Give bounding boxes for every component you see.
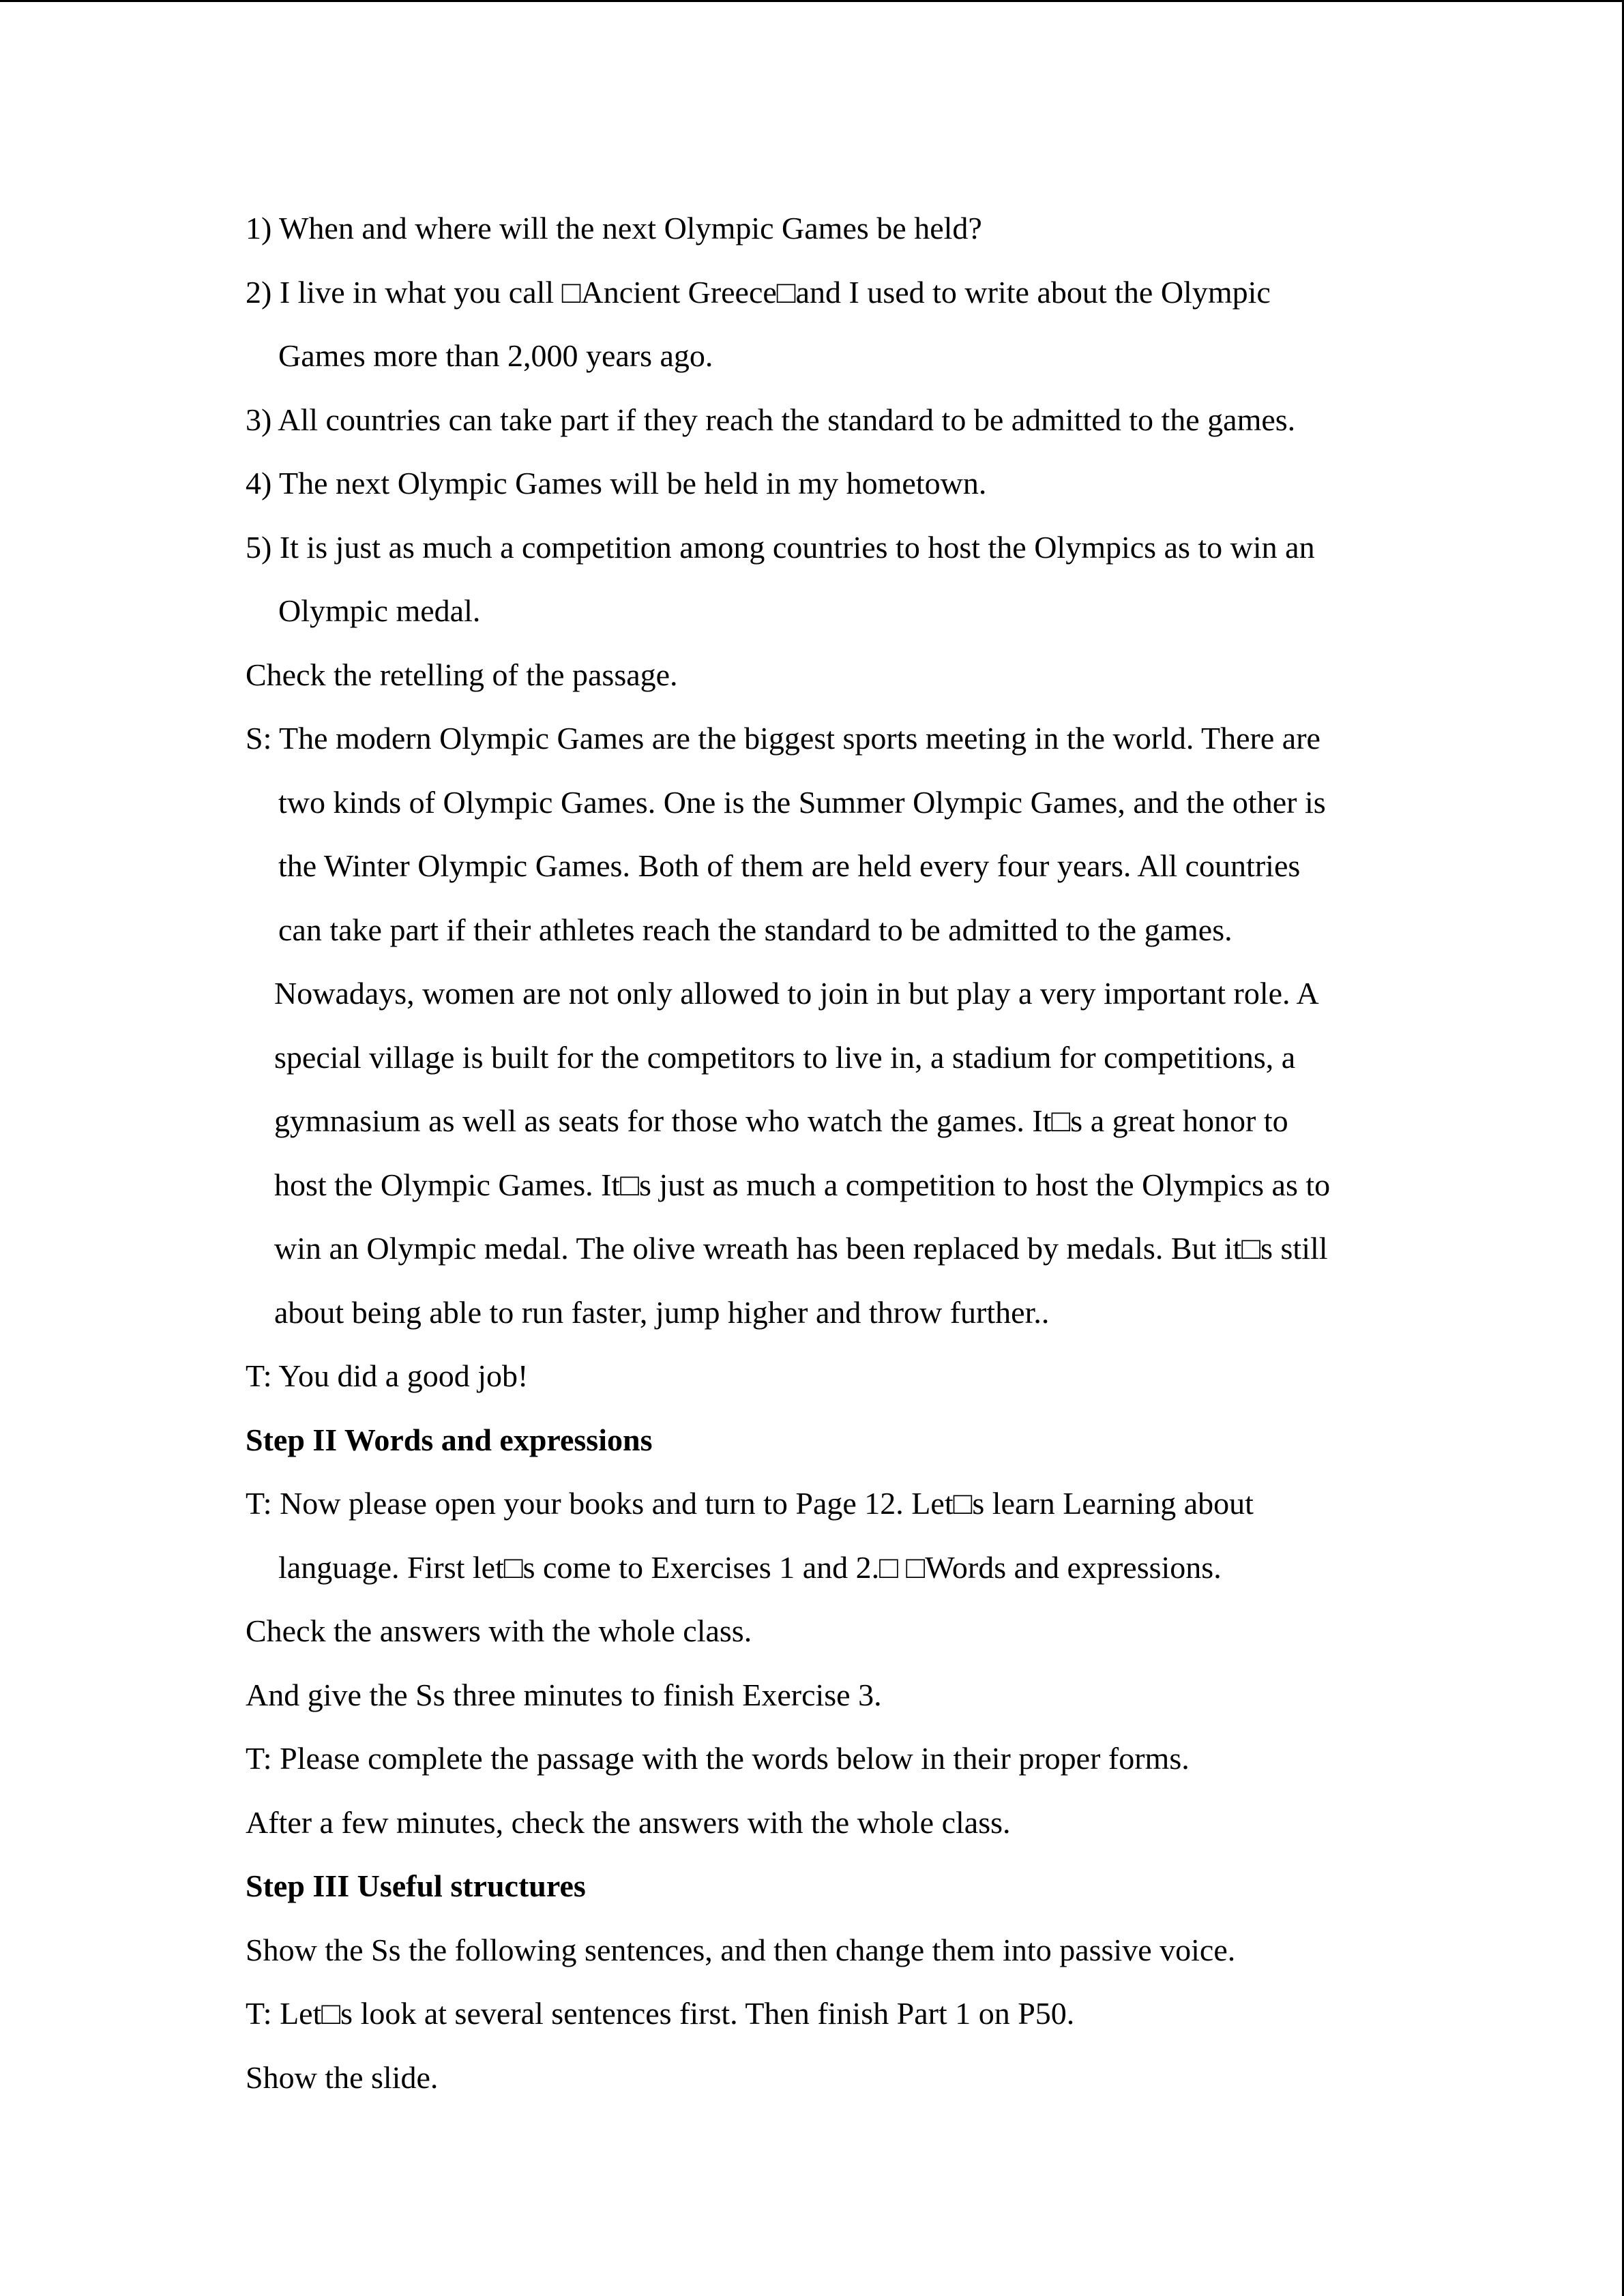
student-retelling-line-10: about being able to run faster, jump higher and throw further.. xyxy=(274,1294,1050,1330)
question-2: 2) I live in what you call □Ancient Greece□and I used to write about the Olympic xyxy=(246,274,1271,310)
student-retelling-line-3: the Winter Olympic Games. Both of them are held every four years. All countries xyxy=(278,848,1301,883)
teacher-complete-passage: T: Please complete the passage with the words below in their proper forms. xyxy=(246,1741,1190,1776)
student-retelling-line-1: S: The modern Olympic Games are the biggest sports meeting in the world. There are xyxy=(246,721,1320,756)
question-2-continued: Games more than 2,000 years ago. xyxy=(278,338,713,373)
question-5: 5) It is just as much a competition among countries to host the Olympics as to win an xyxy=(246,529,1315,565)
teacher-feedback: T: You did a good job! xyxy=(246,1358,529,1393)
question-1: 1) When and where will the next Olympic Games be held? xyxy=(246,211,982,245)
document-body xyxy=(246,196,1398,2109)
student-retelling-line-8: host the Olympic Games. It□s just as much a competition to host the Olympics as to xyxy=(274,1167,1331,1202)
instruction-check-answers: Check the answers with the whole class. xyxy=(246,1613,752,1648)
teacher-look-sentences: T: Let□s look at several sentences first. Then finish Part 1 on P50. xyxy=(246,1996,1075,2031)
instruction-passive-voice: Show the Ss the following sentences, and then change them into passive voice. xyxy=(246,1932,1236,1967)
student-retelling-line-7: gymnasium as well as seats for those who watch the games. It□s a great honor to xyxy=(274,1103,1288,1138)
student-retelling-line-6: special village is built for the competitors to live in, a stadium for competitions, a xyxy=(274,1039,1296,1075)
question-3: 3) All countries can take part if they reach the standard to be admitted to the games. xyxy=(246,402,1296,437)
instruction-check-answers-2: After a few minutes, check the answers with the whole class. xyxy=(246,1804,1011,1840)
heading-step-3: Step III Useful structures xyxy=(246,1868,586,1903)
teacher-instruction-line-2: language. First let□s come to Exercises 1 and 2.□ □Words and expressions. xyxy=(278,1549,1222,1585)
instruction-show-slide: Show the slide. xyxy=(246,2059,439,2095)
instruction-retelling: Check the retelling of the passage. xyxy=(246,657,678,692)
student-retelling-line-4: can take part if their athletes reach the standard to be admitted to the games. xyxy=(278,912,1232,947)
question-4: 4) The next Olympic Games will be held in my hometown. xyxy=(246,466,987,501)
question-5-continued: Olympic medal. xyxy=(278,593,481,628)
student-retelling-line-2: two kinds of Olympic Games. One is the Summer Olympic Games, and the other is xyxy=(278,784,1326,820)
instruction-exercise-3: And give the Ss three minutes to finish Exercise 3. xyxy=(246,1677,882,1712)
student-retelling-line-9: win an Olympic medal. The olive wreath has been replaced by medals. But it□s still xyxy=(274,1231,1328,1266)
student-retelling-line-5: Nowadays, women are not only allowed to join in but play a very important role. A xyxy=(274,976,1319,1011)
heading-step-2: Step II Words and expressions xyxy=(246,1422,653,1457)
teacher-instruction-line-1: T: Now please open your books and turn to Page 12. Let□s learn Learning about xyxy=(246,1486,1254,1521)
